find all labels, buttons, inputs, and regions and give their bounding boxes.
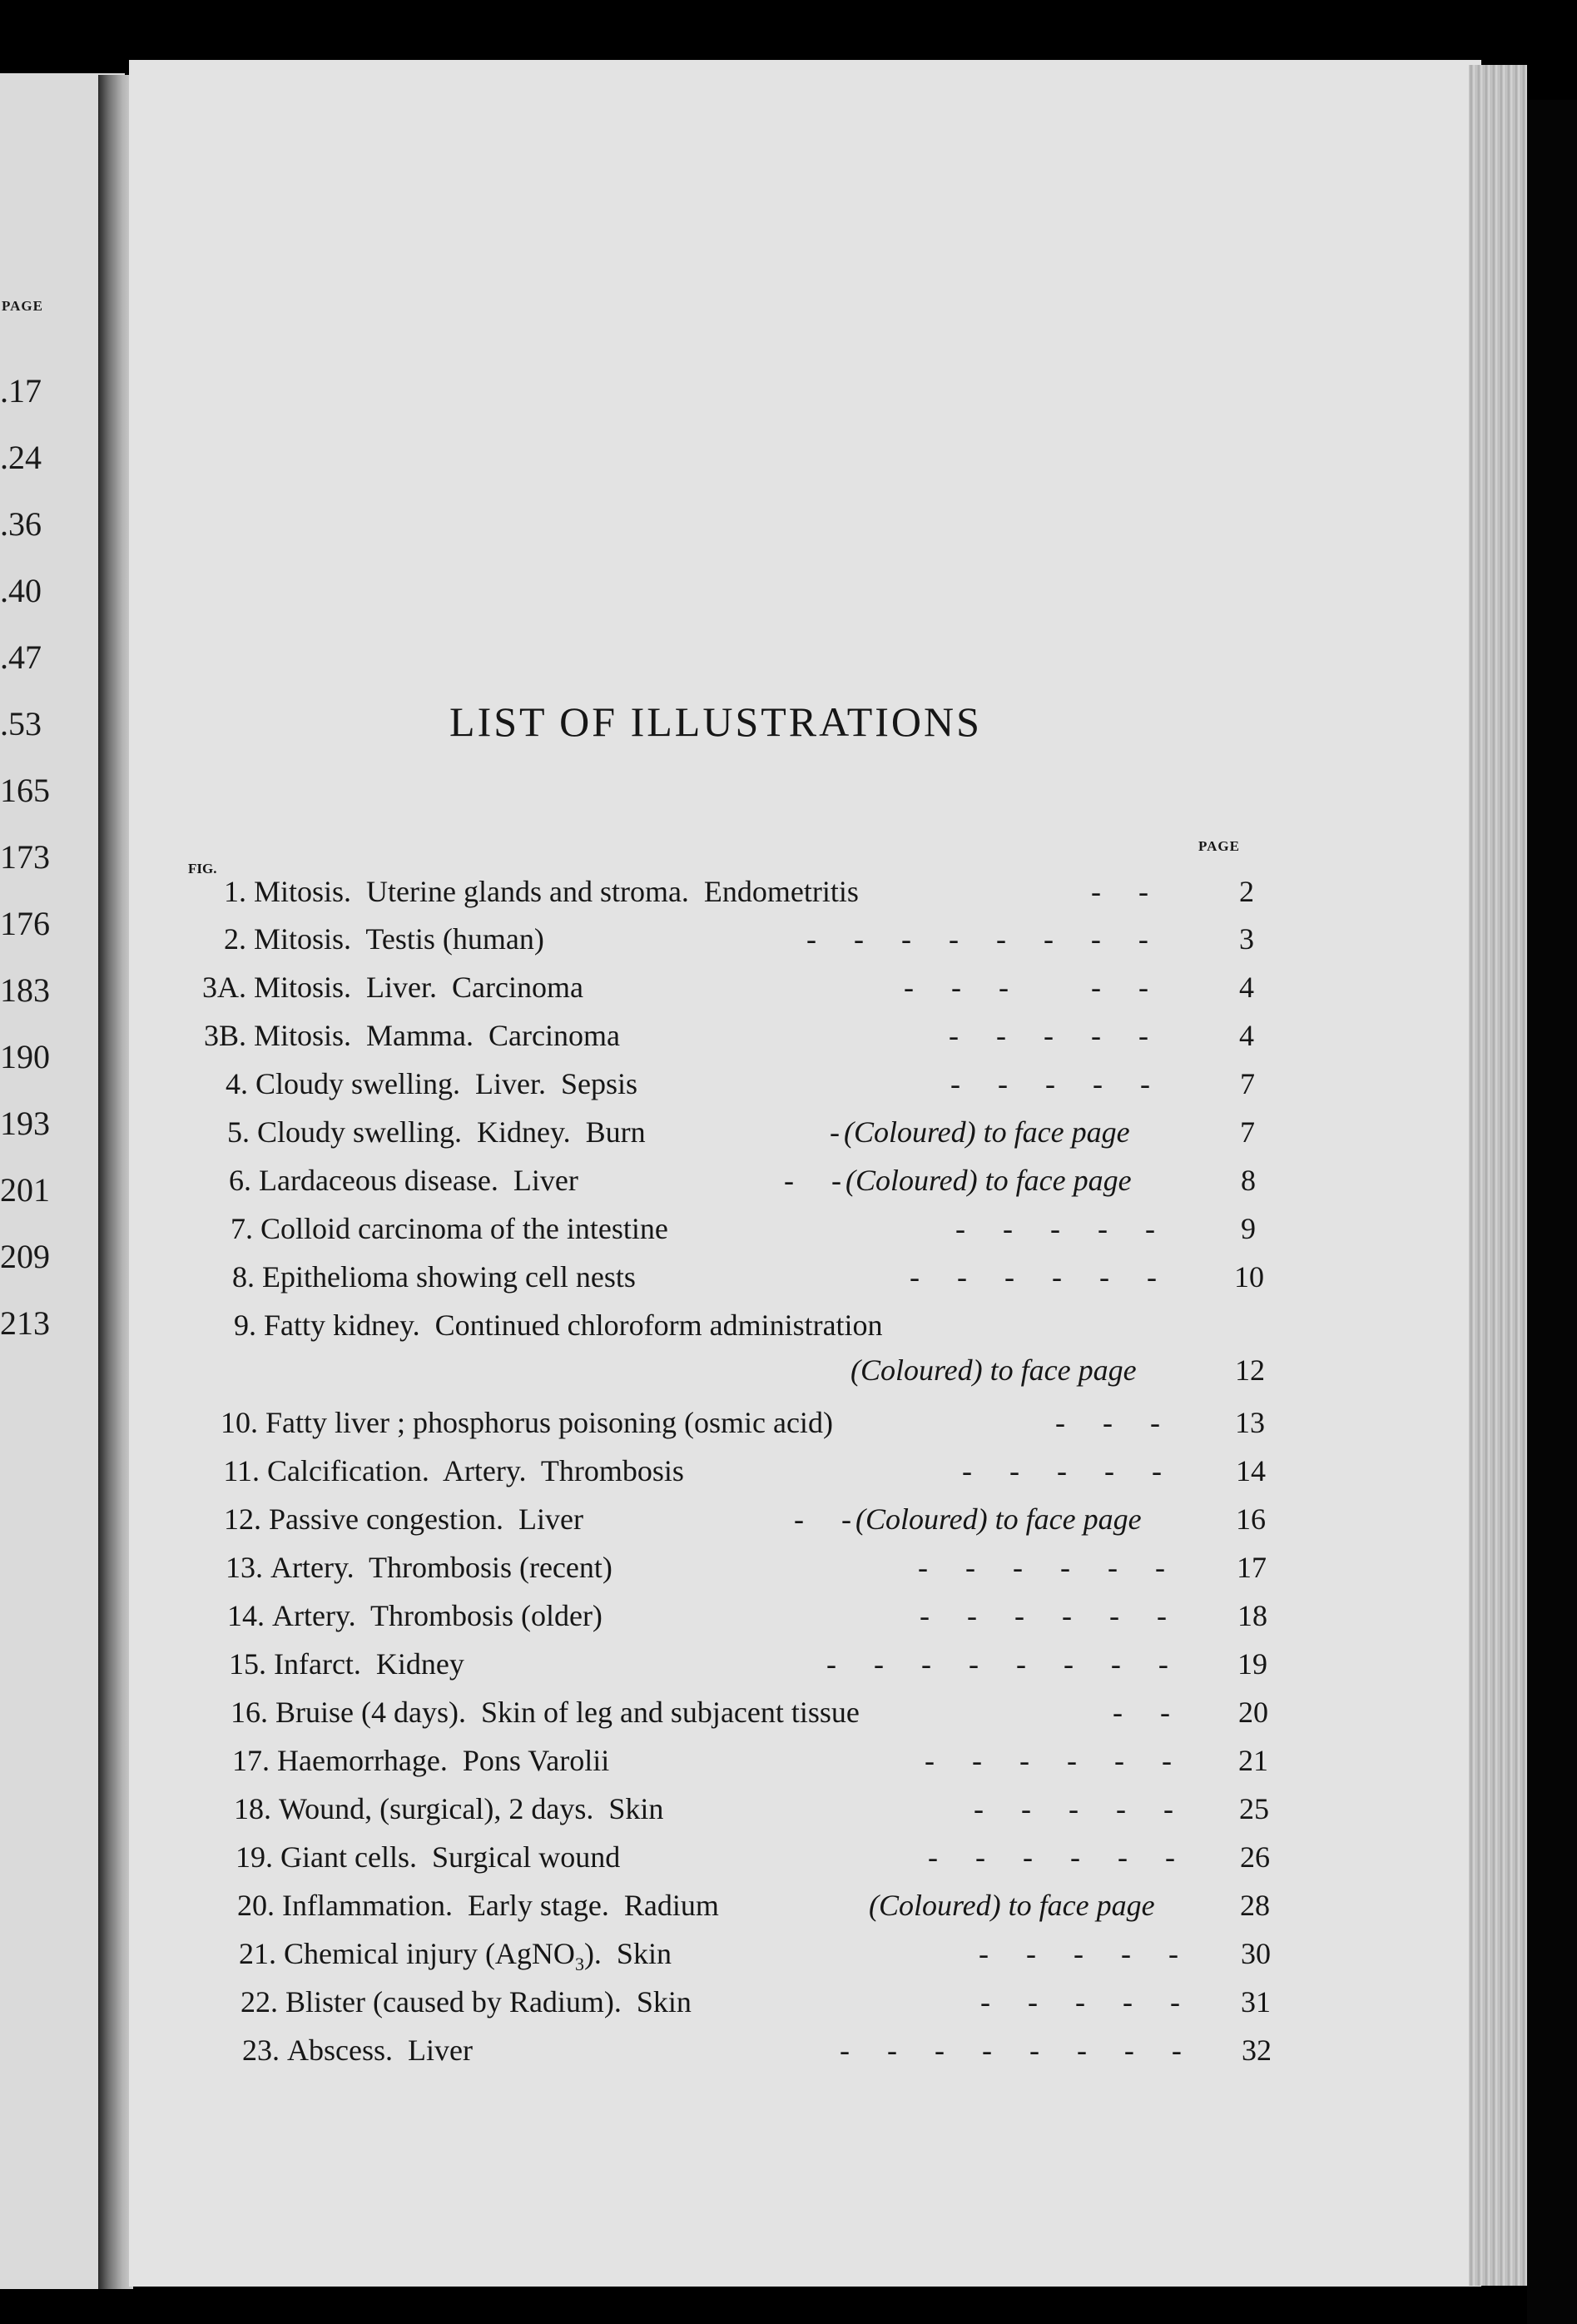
figure-caption: [282, 1888, 719, 1923]
list-item: [0, 970, 1332, 1011]
figure-caption: [254, 970, 583, 1005]
previous-page-number: .40: [0, 572, 42, 609]
coloured-plate-note: (Coloured) to face page: [869, 1889, 1155, 1922]
list-item: [0, 1550, 1332, 1592]
previous-page-number: 173: [0, 838, 50, 876]
figure-caption: [264, 1308, 883, 1343]
list-item: [0, 1743, 1332, 1785]
leader-dashes: - - - - -: [979, 1937, 1178, 1970]
list-item: [0, 1888, 1332, 1929]
previous-page-number: 201: [0, 1171, 50, 1209]
leader-dashes: - - - - - -: [910, 1260, 1157, 1294]
page-number: 30: [1241, 1937, 1271, 1970]
figure-caption-text: Mitosis. Mamma. Carcinoma: [254, 1019, 620, 1052]
leader-dashes: - - - - -: [980, 1985, 1180, 2019]
figure-caption-text: Mitosis. Testis (human): [254, 922, 544, 956]
figure-caption-text: Mitosis. Liver. Carcinoma: [254, 971, 583, 1004]
previous-page-number: 213: [0, 1304, 50, 1342]
figure-caption-text: Blister (caused by Radium). Skin: [285, 1985, 692, 2019]
figure-caption: [255, 1066, 637, 1101]
figure-caption: [267, 1453, 684, 1488]
figure-caption: [254, 1018, 620, 1053]
previous-page-number: 190: [0, 1038, 50, 1075]
figure-caption-text: Haemorrhage. Pons Varolii: [277, 1744, 610, 1777]
leader-dashes: - -: [794, 1502, 851, 1536]
list-item: [0, 1163, 1332, 1204]
page-number: 32: [1242, 2034, 1272, 2067]
figure-caption: [285, 1984, 692, 2019]
leader-dashes: - - - - - -: [928, 1840, 1175, 1874]
list-item: [0, 1502, 1332, 1543]
figure-number: 22.: [241, 1985, 278, 2019]
page-number: 18: [1237, 1599, 1267, 1632]
figure-caption-text: Calcification. Artery. Thrombosis: [267, 1454, 684, 1487]
figure-number: 11.: [223, 1454, 260, 1487]
leader-dashes: - - - - -: [949, 1019, 1148, 1052]
figure-number: 8.: [232, 1260, 255, 1294]
leader-dashes: - - - - -: [962, 1454, 1162, 1487]
page-number: 26: [1240, 1840, 1270, 1874]
list-item: [0, 1695, 1332, 1736]
figure-caption-text: Artery. Thrombosis (recent): [270, 1551, 612, 1584]
figure-number: 2.: [224, 922, 246, 956]
page-number: 20: [1238, 1696, 1268, 1729]
coloured-plate-note: (Coloured) to face page: [846, 1164, 1132, 1197]
leader-dashes: - -: [784, 1164, 841, 1197]
figure-number: 17.: [232, 1744, 270, 1777]
figure-number: 20.: [237, 1889, 275, 1922]
figure-number: 7.: [231, 1212, 253, 1245]
leader-dashes: - - - - - - - -: [840, 2034, 1182, 2067]
previous-page-number: .47: [0, 638, 42, 676]
list-item: [0, 1840, 1332, 1881]
figure-caption-text: Chemical injury (AgNO: [284, 1937, 575, 1970]
page-number: 13: [1235, 1406, 1265, 1439]
figure-caption: [254, 874, 859, 909]
list-item: [0, 1211, 1332, 1253]
leader-dashes: -: [830, 1115, 840, 1149]
page-number: 19: [1237, 1647, 1267, 1681]
figure-number: 6.: [229, 1164, 251, 1197]
figure-caption-text: Artery. Thrombosis (older): [272, 1599, 603, 1632]
page-number: 7: [1240, 1115, 1255, 1149]
figure-caption: [280, 1840, 620, 1875]
figure-number: 13.: [226, 1551, 263, 1584]
figure-caption: [287, 2033, 473, 2068]
figure-caption-text: Passive congestion. Liver: [269, 1502, 583, 1536]
previous-page-number: .24: [0, 439, 42, 476]
figure-number: 12.: [224, 1502, 261, 1536]
figure-caption: [279, 1791, 663, 1826]
list-item: [0, 1259, 1332, 1301]
previous-page-number: 193: [0, 1105, 50, 1142]
list-item: [0, 1791, 1332, 1833]
figure-number: 3A.: [202, 971, 246, 1004]
page-number: 4: [1239, 1019, 1254, 1052]
leader-dashes: - - - - -: [955, 1212, 1155, 1245]
previous-page-number: .17: [0, 372, 42, 410]
list-item: [0, 1018, 1332, 1060]
page-number: 28: [1240, 1889, 1270, 1922]
page-number: 8: [1241, 1164, 1256, 1197]
leader-dashes: - - - - -: [974, 1792, 1173, 1825]
page-number: 12: [1235, 1353, 1265, 1387]
list-item: [0, 1646, 1332, 1688]
leader-dashes: - -: [1113, 1696, 1170, 1729]
figure-caption-text: Bruise (4 days). Skin of leg and subjacent tissue: [275, 1696, 860, 1729]
figure-caption-text: Colloid carcinoma of the intestine: [260, 1212, 668, 1245]
previous-page-heading: PAGE: [2, 298, 43, 314]
leader-dashes: - - - - - -: [920, 1599, 1167, 1632]
list-item: [0, 1405, 1332, 1447]
coloured-plate-note: (Coloured) to face page: [850, 1353, 1137, 1387]
figure-caption: [284, 1936, 672, 1975]
page-title: LIST OF ILLUSTRATIONS: [449, 698, 982, 745]
column-header-page: PAGE: [1198, 838, 1240, 854]
leader-dashes: - - -: [1055, 1406, 1160, 1439]
list-item: [0, 1984, 1332, 2026]
figure-caption: [262, 1259, 636, 1294]
page-number: 4: [1239, 971, 1254, 1004]
figure-caption-text: Giant cells. Surgical wound: [280, 1840, 621, 1874]
previous-page-number: .53: [0, 705, 42, 742]
figure-caption: [277, 1743, 609, 1778]
page-number: 21: [1238, 1744, 1268, 1777]
list-item: [0, 1308, 1332, 1349]
figure-number: 5.: [227, 1115, 250, 1149]
figure-number: 4.: [226, 1067, 248, 1100]
figure-caption: [257, 1115, 646, 1150]
caption-subscript: 3: [574, 1954, 584, 1975]
figure-caption-text: Epithelioma showing cell nests: [262, 1260, 636, 1294]
figure-number: 9.: [234, 1308, 256, 1342]
figure-caption-text: Wound, (surgical), 2 days. Skin: [279, 1792, 664, 1825]
figure-caption-text: Abscess. Liver: [287, 2034, 473, 2067]
leader-dashes: - - - - - -: [918, 1551, 1165, 1584]
leader-dashes: - - - - - - - -: [806, 922, 1148, 956]
previous-page-number: 165: [0, 772, 50, 809]
figure-caption: [275, 1695, 860, 1730]
figure-caption-text: Inflammation. Early stage. Radium: [282, 1889, 719, 1922]
figure-caption: [272, 1598, 603, 1633]
figure-number: 1.: [224, 875, 246, 908]
list-item: [0, 2033, 1332, 2074]
page-number: 16: [1236, 1502, 1266, 1536]
page-number: 2: [1239, 875, 1254, 908]
figure-caption-text: Infarct. Kidney: [274, 1647, 464, 1681]
leader-dashes: - - - - -: [950, 1067, 1150, 1100]
figure-number: 10.: [221, 1406, 258, 1439]
figure-caption-text: Lardaceous disease. Liver: [259, 1164, 578, 1197]
previous-page-number: 209: [0, 1238, 50, 1275]
page-number: 31: [1241, 1985, 1271, 2019]
figure-caption-text-after: ). Skin: [583, 1937, 672, 1970]
figure-caption: [265, 1405, 833, 1440]
list-item: [0, 1453, 1332, 1495]
figure-caption: [269, 1502, 583, 1537]
page-number: 7: [1240, 1067, 1255, 1100]
figure-caption-text: Fatty kidney. Continued chloroform administration: [264, 1308, 883, 1342]
list-item: [0, 1936, 1332, 1978]
previous-page-number: .36: [0, 505, 42, 543]
leader-dashes: - - - - - -: [925, 1744, 1172, 1777]
figure-caption-text: Cloudy swelling. Liver. Sepsis: [255, 1067, 637, 1100]
list-item: [0, 921, 1332, 963]
figure-caption-text: Cloudy swelling. Kidney. Burn: [257, 1115, 646, 1149]
figure-number: 3B.: [203, 1019, 246, 1052]
coloured-plate-note: (Coloured) to face page: [855, 1502, 1142, 1536]
previous-page-number: 183: [0, 971, 50, 1009]
figure-caption: [260, 1211, 668, 1246]
figure-number: 15.: [229, 1647, 266, 1681]
figure-number: 16.: [231, 1696, 268, 1729]
coloured-plate-note: (Coloured) to face page: [844, 1115, 1130, 1149]
page-number: 25: [1239, 1792, 1269, 1825]
list-item: [0, 1115, 1332, 1156]
leader-dashes: - -: [1091, 875, 1148, 908]
list-item: [0, 874, 1332, 916]
page-number: 3: [1239, 922, 1254, 956]
figure-number: 18.: [234, 1792, 271, 1825]
leader-dashes: - - - - - - - -: [826, 1647, 1168, 1681]
figure-caption: [274, 1646, 464, 1681]
figure-number: 14.: [227, 1599, 265, 1632]
previous-page-number: 176: [0, 905, 50, 942]
figure-caption: [254, 921, 544, 956]
list-item: [0, 1598, 1332, 1640]
figure-caption-text: Fatty liver ; phosphorus poisoning (osmic acid): [265, 1406, 833, 1439]
page-number: 9: [1241, 1212, 1256, 1245]
page-number: 14: [1236, 1454, 1266, 1487]
page-edge-shadow: [1527, 100, 1577, 2324]
figure-caption-text: Mitosis. Uterine glands and stroma. Endometritis: [254, 875, 859, 908]
column-header-fig: FIG.: [188, 861, 217, 876]
figure-caption: [259, 1163, 578, 1198]
page-edges: [1469, 65, 1527, 2286]
figure-caption: [270, 1550, 612, 1585]
page-number: 17: [1237, 1551, 1267, 1584]
list-item: [0, 1066, 1332, 1108]
page-number: 10: [1234, 1260, 1264, 1294]
list-item: [0, 1353, 1332, 1394]
figure-number: 21.: [239, 1937, 276, 1970]
figure-number: 23.: [242, 2034, 280, 2067]
leader-dashes: - - - - -: [904, 971, 1148, 1004]
figure-number: 19.: [236, 1840, 273, 1874]
